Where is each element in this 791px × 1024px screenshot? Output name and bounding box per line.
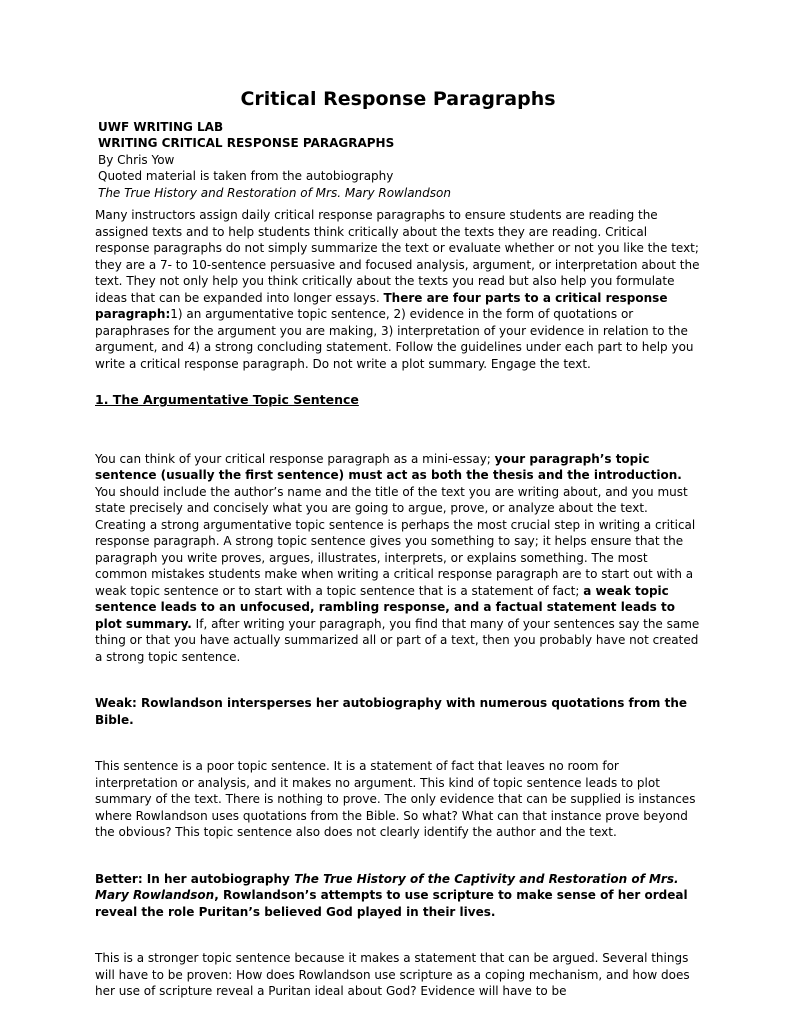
text-segment: your paragraph’s topic sentence (usually the first sentence) must act as both the thesis and the introduction. bbox=[95, 451, 682, 483]
text-segment: If, after writing your paragraph, you find that many of your sentences say the same thing or that you have actually summarized all or part of a text, then you probably have not created a strong topic sentence. bbox=[95, 616, 700, 664]
text-segment: , Rowlandson’s attempts to use scripture to make sense of her ordeal reveal the role Puritan’s believed God played in their lives. bbox=[95, 888, 688, 919]
text-segment: Better: In her autobiography bbox=[95, 871, 295, 886]
better-example bbox=[95, 871, 701, 921]
section-1-paragraph bbox=[95, 451, 701, 666]
text-segment: a weak topic sentence leads to an unfocused, rambling response, and a factual statement leads to plot summary. bbox=[95, 583, 675, 631]
weak-explanation: This sentence is a poor topic sentence. It is a statement of fact that leaves no room for interpretation or analysis, and it makes no argument. This kind of topic sentence leads to plot summary of the text. There is nothing to prove. The only evidence that can be supplied is instances where Rowlandson uses quotations from the Bible. So what? What can that instance prove beyond the obvious? This topic sentence also does not clearly identify the author and the text. bbox=[95, 759, 696, 840]
text-segment: The True History of the Captivity and Restoration of Mrs. Mary Rowlandson bbox=[95, 871, 679, 903]
text-segment: You should include the author’s name and the title of the text you are writing about, and you must state precisely and concisely what you are going to argue, prove, or analyze about the text. Creating a strong argumentative topic sentence is perhaps the most crucial step in writing a critical response paragraph. A strong topic sentence gives you something to say; it helps ensure that the paragraph you write proves, argues, illustrates, interprets, or explains something. The most common mistakes students make when writing a critical response paragraph are to start out with a weak topic sentence or to start with a topic sentence that is a statement of fact; bbox=[95, 484, 696, 598]
better-explanation: This is a stronger topic sentence because it makes a statement that can be argued. Several things will have to be proven: How does Rowlandson use scripture as a coping mechanism, and how does her use of scripture reveal a Puritan ideal about God? Evidence will have to be bbox=[95, 951, 690, 999]
source-note: Quoted material is taken from the autobiography bbox=[98, 169, 394, 184]
text-segment: 1) an argumentative topic sentence, 2) evidence in the form of quotations or paraphrases for the argument you are making, 3) interpretation of your evidence in relation to the argument, and 4) a strong concluding statement. Follow the guidelines under each part to help you write a critical response paragraph. Do not write a plot summary. Engage the text. bbox=[95, 307, 694, 371]
text-segment: There are four parts to a critical response paragraph: bbox=[95, 290, 668, 322]
header-lab-name: UWF WRITING LAB bbox=[98, 119, 224, 134]
source-title: The True History and Restoration of Mrs. Mary Rowlandson bbox=[98, 185, 451, 200]
text-segment: You can think of your critical response paragraph as a mini-essay; bbox=[95, 451, 495, 466]
intro-paragraph bbox=[95, 207, 701, 372]
section-1-heading: 1. The Argumentative Topic Sentence bbox=[95, 392, 359, 408]
page-title: Critical Response Paragraphs bbox=[240, 88, 556, 110]
header-doc-title: WRITING CRITICAL RESPONSE PARAGRAPHS bbox=[98, 136, 395, 151]
byline: By Chris Yow bbox=[98, 152, 175, 167]
text-segment: Many instructors assign daily critical response paragraphs to ensure students are reading the assigned texts and to help students think critically about the texts they are reading. Critical response paragraphs do not simply summarize the text or evaluate whether or not you like the text; they are a 7- to 10-sentence persuasive and focused analysis, argument, or interpretation about the text. They not only help you think critically about the texts you read but also help you formulate ideas that can be expanded into longer essays. bbox=[95, 208, 700, 305]
weak-example: Weak: Rowlandson intersperses her autobiography with numerous quotations from the Bible. bbox=[95, 696, 688, 727]
